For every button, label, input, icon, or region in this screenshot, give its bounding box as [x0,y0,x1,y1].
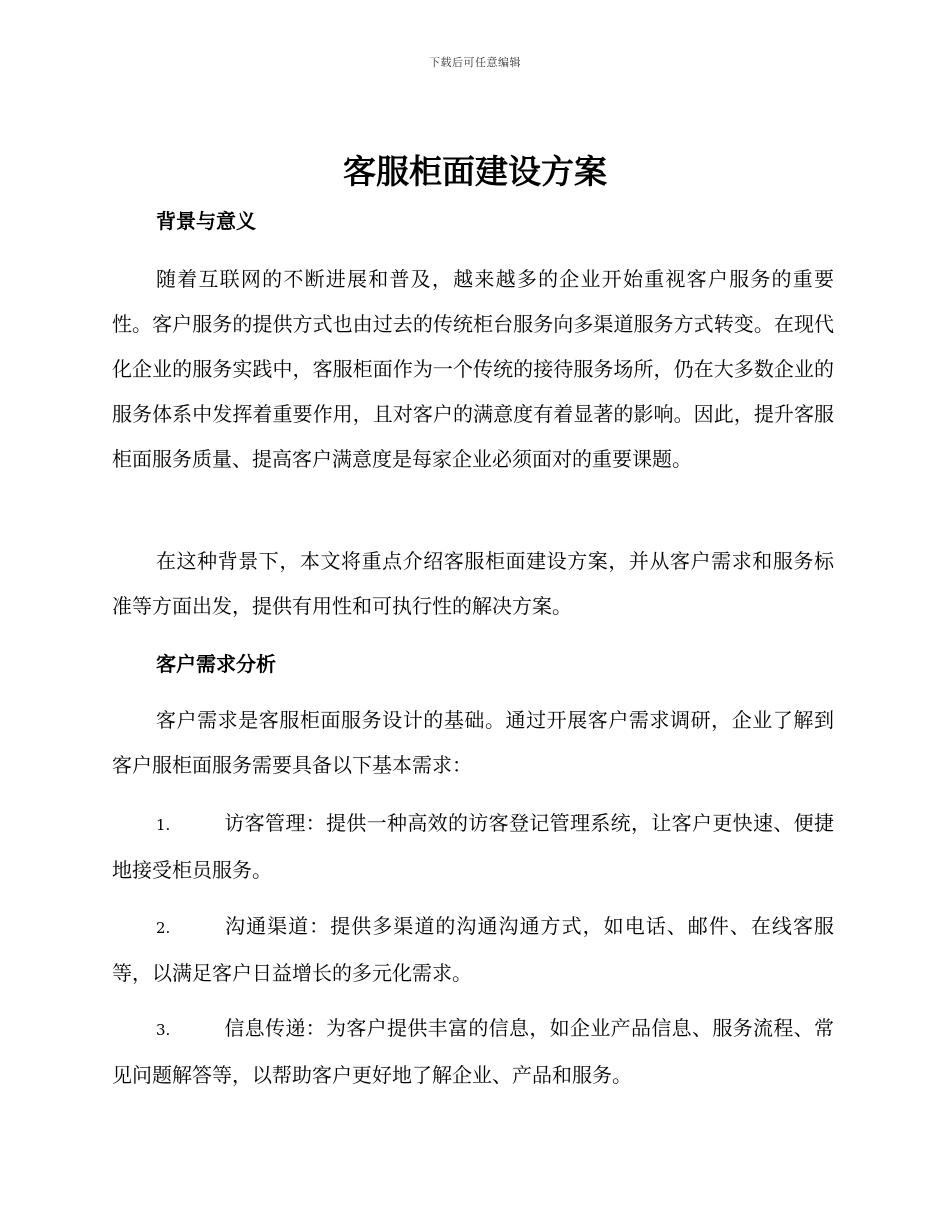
paragraph-background-1: 随着互联网的不断进展和普及，越来越多的企业开始重视客户服务的重要性。客户服务的提供方式也由过去的传统柜台服务向多渠道服务方式转变。在现代化企业的服务实践中，客服柜面作为一个传统的接待服务场所，仍在大多数企业的服务体系中发挥着重要作用，且对客户的满意度有着显著的影响。因此，提升客服柜面服务质量、提高客户满意度是每家企业必须面对的重要课题。 [112,267,834,471]
paragraph-customer-demand: 客户需求是客服柜面服务设计的基础。通过开展客户需求调研，企业了解到客户服柜面服务需要具备以下基本需求： [112,708,834,777]
section-heading-customer-demand: 客户需求分析 [156,652,276,676]
list-item-number: 1. [156,816,171,834]
list-item [112,801,834,893]
list-item-text: 信息传递：为客户提供丰富的信息，如企业产品信息、服务流程、常见问题解答等，以帮助客户更好地了解企业、产品和服务。 [112,1016,834,1087]
page-title: 客服柜面建设方案 [343,152,607,191]
paragraph-background-2: 在这种背景下，本文将重点介绍客服柜面建设方案，并从客户需求和服务标准等方面出发，提供有用性和可执行性的解决方案。 [112,549,834,618]
list-item-number: 3. [156,1021,171,1039]
section-heading-background: 背景与意义 [156,209,256,233]
list-item-number: 2. [156,919,171,937]
list-item [112,904,834,996]
list-item-text: 沟通渠道：提供多渠道的沟通沟通方式，如电话、邮件、在线客服等，以满足客户日益增长的多元化需求。 [112,914,834,985]
page-header-note: 下载后可任意编辑 [429,56,521,69]
list-item-text: 访客管理：提供一种高效的访客登记管理系统，让客户更快速、便捷地接受柜员服务。 [112,811,834,882]
list-item [112,1006,834,1098]
